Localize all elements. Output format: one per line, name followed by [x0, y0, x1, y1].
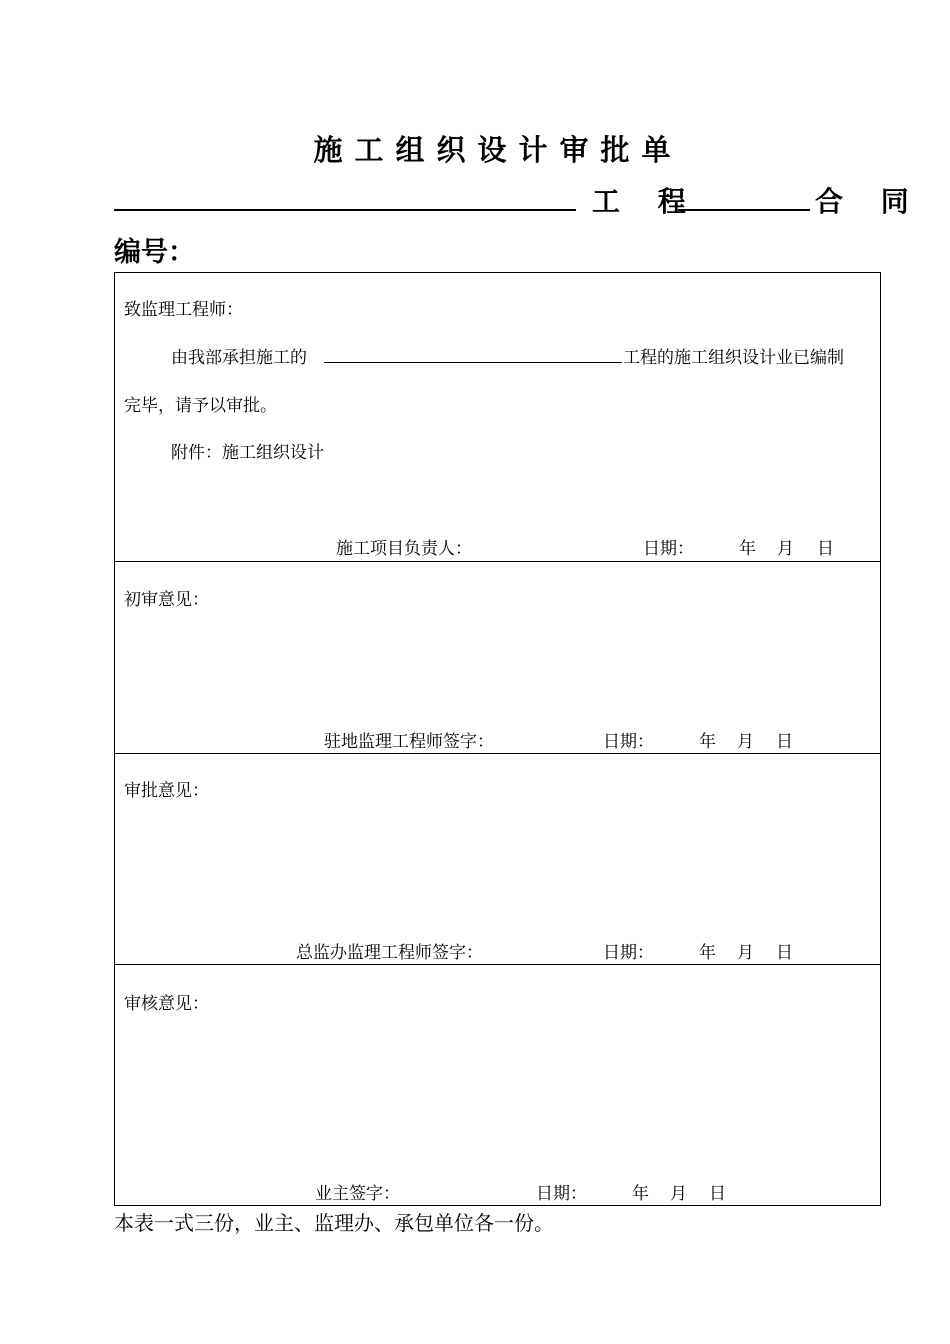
contract-label: 合 同	[815, 185, 923, 218]
form-title: 施工组织设计审批单	[313, 133, 683, 167]
contract-name-blank[interactable]	[678, 209, 810, 211]
date-month: 月	[777, 539, 794, 559]
addressee: 致监理工程师：	[124, 300, 243, 320]
body-line2: 完毕，请予以审批。	[124, 396, 277, 416]
date-month: 月	[737, 732, 754, 752]
resident-engineer-signature-label: 驻地监理工程师签字：	[324, 732, 494, 752]
date-month: 月	[670, 1184, 687, 1204]
project-name-blank[interactable]	[114, 209, 576, 211]
chief-engineer-signature-label: 总监办监理工程师签字：	[296, 943, 483, 963]
date-day: 日	[709, 1184, 726, 1204]
date-month: 月	[737, 943, 754, 963]
date-year: 年	[699, 732, 716, 752]
date-year: 年	[699, 943, 716, 963]
date-label: 日期：	[603, 943, 654, 963]
submission-section	[115, 273, 880, 561]
copies-note: 本表一式三份，业主、监理办、承包单位各一份。	[114, 1211, 554, 1235]
date-label: 日期：	[536, 1184, 587, 1204]
approval-table	[114, 272, 881, 1206]
approval-heading: 审批意见：	[124, 781, 209, 801]
date-day: 日	[776, 732, 793, 752]
project-blank[interactable]	[324, 362, 622, 363]
signer-label: 施工项目负责人：	[336, 539, 472, 559]
project-label: 工 程	[592, 185, 700, 218]
initial-review-heading: 初审意见：	[124, 590, 209, 610]
date-year: 年	[739, 539, 756, 559]
date-day: 日	[817, 539, 834, 559]
date-day: 日	[776, 943, 793, 963]
date-label: 日期：	[603, 732, 654, 752]
number-label: 编号：	[114, 237, 195, 268]
date-year: 年	[632, 1184, 649, 1204]
owner-signature-label: 业主签字：	[315, 1184, 400, 1204]
audit-section	[115, 964, 880, 1206]
audit-heading: 审核意见：	[124, 994, 209, 1014]
body-suffix: 工程的施工组织设计业已编制	[623, 348, 844, 368]
approval-section	[115, 753, 880, 965]
date-label: 日期：	[643, 539, 694, 559]
attachment-text: 附件：施工组织设计	[171, 443, 324, 463]
body-prefix: 由我部承担施工的	[171, 348, 307, 368]
initial-review-section	[115, 561, 880, 754]
